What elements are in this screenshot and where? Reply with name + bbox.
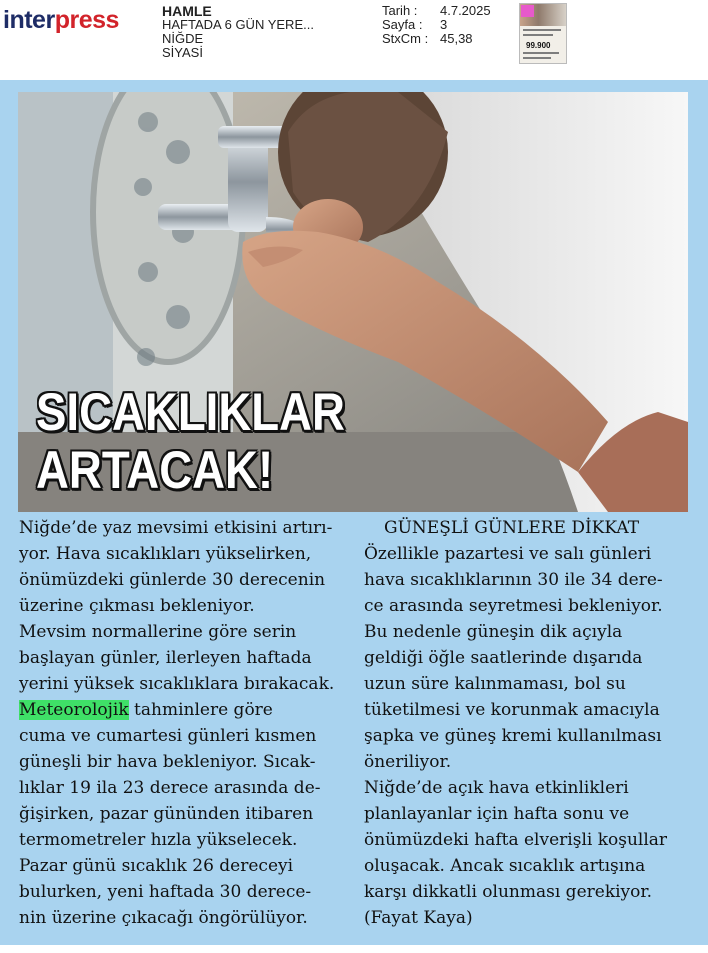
news-headline-short: HAFTADA 6 GÜN YERE... bbox=[162, 17, 314, 32]
article-line: oluşacak. Ancak sıcaklık artışına bbox=[364, 856, 646, 876]
article-line: öneriliyor. bbox=[364, 752, 452, 772]
thumbnail-price: 99.900 bbox=[526, 41, 551, 50]
article-line: yor. Hava sıcaklıkları yükselirken, bbox=[19, 544, 312, 564]
news-category: SİYASİ bbox=[162, 45, 203, 60]
article-line: tüketilmesi ve korunmak amacıyla bbox=[364, 700, 660, 720]
article-line: lıklar 19 ila 23 derece arasında de- bbox=[19, 778, 321, 798]
article-line: Bu nedenle güneşin dik açıyla bbox=[364, 622, 623, 642]
article-line: Mevsim normallerine göre serin bbox=[19, 622, 297, 642]
stxcm-value: 45,38 bbox=[440, 31, 473, 46]
article-line: cuma ve cumartesi günleri kısmen bbox=[19, 726, 317, 746]
photo-headline bbox=[36, 384, 345, 500]
date-label: Tarih : bbox=[382, 3, 418, 18]
article-line: Özellikle pazartesi ve salı günleri bbox=[364, 544, 652, 564]
article-column-1 bbox=[19, 515, 349, 931]
article-line: Meteorolojik tahminlere göre bbox=[19, 700, 273, 720]
news-region: NİĞDE bbox=[162, 31, 204, 46]
clipping-header bbox=[0, 0, 708, 72]
thumbnail-text-line bbox=[523, 52, 559, 54]
clipping-meta bbox=[382, 4, 491, 46]
article-column-2 bbox=[364, 515, 694, 931]
article-line: uzun süre kalınmaması, bol su bbox=[364, 674, 626, 694]
date-value: 4.7.2025 bbox=[440, 3, 491, 18]
article-line: karşı dikkatli olunması gerekiyor. bbox=[364, 882, 653, 902]
article-line: güneşli bir hava bekleniyor. Sıcak- bbox=[19, 752, 316, 772]
thumbnail-marker bbox=[521, 5, 534, 17]
article-line: planlayanlar için hafta sonu ve bbox=[364, 804, 630, 824]
article-line: ce arasında seyretmesi bekleniyor. bbox=[364, 596, 663, 616]
page-label: Sayfa : bbox=[382, 17, 423, 32]
article-line: Niğde’de açık hava etkinlikleri bbox=[364, 778, 629, 798]
article-line: hava sıcaklıklarının 30 ile 34 dere- bbox=[364, 570, 663, 590]
thumbnail-text-line bbox=[523, 57, 551, 59]
article-author: (Fayat Kaya) bbox=[364, 908, 473, 928]
article-line: başlayan günler, ilerleyen haftada bbox=[19, 648, 312, 668]
highlighted-keyword: Meteorolojik bbox=[19, 700, 129, 720]
page-thumbnail[interactable] bbox=[519, 3, 567, 64]
stxcm-label: StxCm : bbox=[382, 31, 429, 46]
photo-headline-line2: ARTACAK! bbox=[36, 441, 274, 500]
article-line: Niğde’de yaz mevsimi etkisini artırı- bbox=[19, 518, 333, 538]
article-line: ğişirken, pazar gününden itibaren bbox=[19, 804, 314, 824]
article-line: önümüzdeki hafta elverişli koşullar bbox=[364, 830, 668, 850]
publication-info bbox=[162, 4, 314, 60]
article-line: yerini yüksek sıcaklıklara bırakacak. bbox=[19, 674, 335, 694]
page-value: 3 bbox=[440, 17, 448, 32]
publication-name: HAMLE bbox=[162, 3, 212, 19]
article-line: termometreler hızla yükselecek. bbox=[19, 830, 298, 850]
article-subheading: GÜNEŞLİ GÜNLERE DİKKAT bbox=[384, 518, 640, 538]
article-line: önümüzdeki günlerde 30 derecenin bbox=[19, 570, 326, 590]
article-line: şapka ve güneş kremi kullanılması bbox=[364, 726, 662, 746]
article-line: üzerine çıkması bekleniyor. bbox=[19, 596, 255, 616]
photo-headline-line1: SICAKLIKLAR bbox=[36, 383, 345, 442]
article-line: Pazar günü sıcaklık 26 dereceyi bbox=[19, 856, 294, 876]
interpress-logo: interpress bbox=[3, 6, 119, 34]
article-line: geldiği öğle saatlerinde dışarıda bbox=[364, 648, 643, 668]
thumbnail-text-line bbox=[523, 29, 561, 31]
article-line: bulurken, yeni haftada 30 derece- bbox=[19, 882, 312, 902]
thumbnail-text-line bbox=[523, 34, 553, 36]
article-line: nin üzerine çıkacağı öngörülüyor. bbox=[19, 908, 308, 928]
